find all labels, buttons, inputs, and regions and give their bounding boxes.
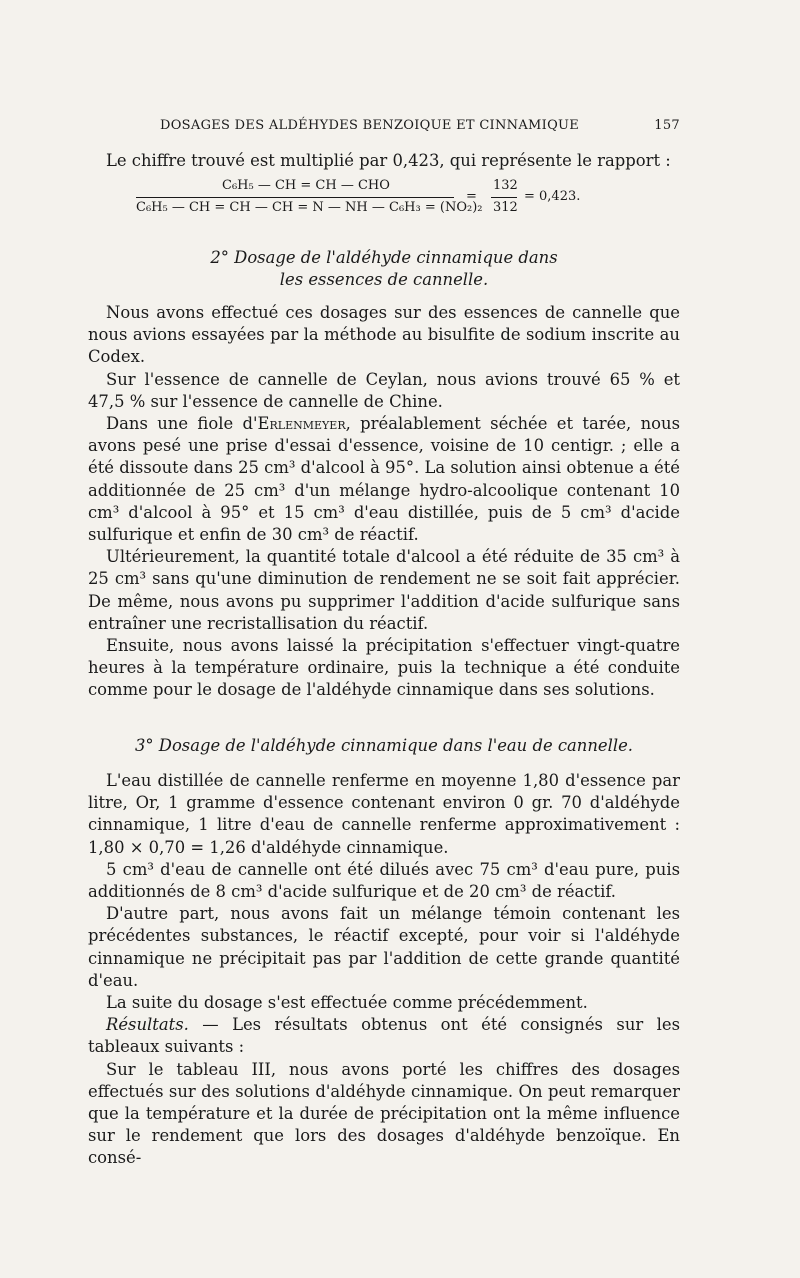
paragraph: 5 cm³ d'eau de cannelle ont été dilués avec 75 cm³ d'eau pure, puis additionnés de 8 cm³ d'acide sulfurique et de 20 cm³ de réactif. <box>88 859 680 902</box>
header-title: DOSAGES DES ALDÉHYDES BENZOIQUE ET CINNAMIQUE <box>160 118 580 133</box>
results-label: Résultats. <box>106 1015 189 1035</box>
paragraph-text: , préalablement séchée et tarée, nous avons pesé une prise d'essai d'essence, voisine de 10 centigr. ; elle a été dissoute dans 25 cm³ d'alcool à 95°. La solution ainsi obtenue a été additionnée de 25 cm³ d'un mélange hydro-alcoolique contenant 10 cm³ d'alcool à 95° et 15 cm³ d'eau distillée, puis de 5 cm³ d'acide sulfurique et enfin de 30 cm³ de réactif. <box>88 414 680 545</box>
paragraph: D'autre part, nous avons fait un mélange témoin contenant les précédentes substances, le réactif excepté, pour voir si l'aldéhyde cinnamique ne précipitait pas par l'addition de cette grande quantité d'eau. <box>88 904 680 990</box>
paragraph: La suite du dosage s'est effectuée comme précédemment. <box>106 993 588 1013</box>
paragraph <box>88 413 680 546</box>
formula-equals: = <box>466 189 477 204</box>
intro-line: Le chiffre trouvé est multiplié par 0,423, qui représente le rapport : <box>106 151 671 170</box>
author-name: Erlenmeyer <box>257 414 346 434</box>
paragraph: Ensuite, nous avons laissé la précipitation s'effectuer vingt-quatre heures à la température ordinaire, puis la technique a été conduite comme pour le dosage de l'aldéhyde cinnamique dans ses solutions. <box>88 636 680 700</box>
fraction-numerator: 132 <box>493 178 518 193</box>
paragraph-text: — Les résultats obtenus ont été consignés sur les tableaux suivants : <box>88 1015 680 1057</box>
paragraph: Sur le tableau III, nous avons porté les chiffres des dosages effectués sur des solutions d'aldéhyde cinnamique. On peut remarquer que la température et la durée de précipitation ont la même influence sur le rendement que lors des dosages d'aldéhyde benzoïque. En consé- <box>88 1059 680 1168</box>
formula-numerator: C₆H₅ — CH = CH — CHO <box>222 178 390 193</box>
paragraph <box>88 1014 680 1058</box>
paragraph-text: Dans une fiole d' <box>106 414 258 434</box>
section2-body <box>88 302 680 702</box>
fraction-bar <box>136 197 454 198</box>
fraction-denominator: 312 <box>493 200 518 215</box>
section2-heading-line2: les essences de cannelle. <box>279 270 489 289</box>
formula-denominator: C₆H₅ — CH = CH — CH = N — NH — C₆H₃ = (NO₂)₂ <box>136 200 483 215</box>
section3-body <box>88 770 680 1170</box>
page-number: 157 <box>654 118 680 133</box>
formula-result: = 0,423. <box>524 189 581 204</box>
paragraph: Nous avons effectué ces dosages sur des essences de cannelle que nous avions essayées par la méthode au bisulfite de sodium inscrite au Codex. <box>88 303 680 367</box>
paragraph: Ultérieurement, la quantité totale d'alcool a été réduite de 35 cm³ à 25 cm³ sans qu'une diminution de rendement ne se soit fait apprécier. De même, nous avons pu supprimer l'addition d'acide sulfurique sans entraîner une recristallisation du réactif. <box>88 547 680 633</box>
paragraph: Sur l'essence de cannelle de Ceylan, nous avions trouvé 65 % et 47,5 % sur l'essence de cannelle de Chine. <box>88 369 680 411</box>
ratio-formula <box>136 178 656 228</box>
section2-heading-line1: 2° Dosage de l'aldéhyde cinnamique dans <box>210 248 558 267</box>
fraction-bar-small <box>491 197 517 198</box>
paragraph: L'eau distillée de cannelle renferme en moyenne 1,80 d'essence par litre, Or, 1 gramme d'essence contenant environ 0 gr. 70 d'aldéhyde cinnamique, 1 litre d'eau de cannelle renferme approximativement : 1,80 × 0,70 = 1,26 d'aldéhyde cinnamique. <box>88 771 680 857</box>
section3-heading: 3° Dosage de l'aldéhyde cinnamique dans l'eau de cannelle. <box>134 736 634 755</box>
